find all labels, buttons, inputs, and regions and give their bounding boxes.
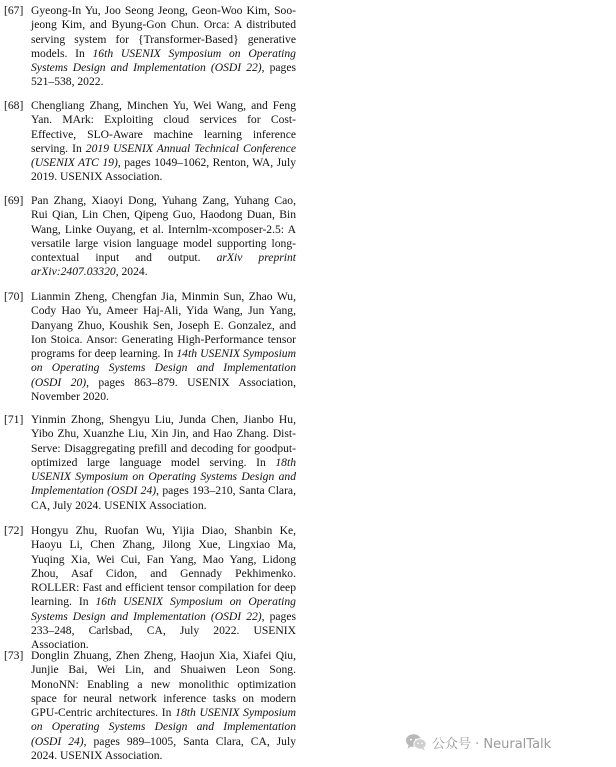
reference-number: [72] [4, 524, 24, 537]
reference-title: Orca: A distributed serving system for {Transformer-Based} generative models. [31, 18, 296, 60]
reference-item [4, 524, 296, 653]
reference-authors: Lianmin Zheng, Chengfan Jia, Minmin Sun, Zhao Wu, Cody Hao Yu, Ameer Haj-Ali, Yida Wang, Jun Yang, Danyang Zhuo, Koushik Sen, Joseph E. Gonzalez, and Ion Stoica. [31, 290, 296, 346]
reference-details: , pages 989–1005, Santa Clara, CA, July 2024. USENIX Association. [31, 734, 296, 763]
reference-number: [73] [4, 649, 24, 662]
reference-number: [71] [4, 413, 24, 426]
reference-number: [67] [4, 4, 24, 17]
reference-item [4, 413, 296, 513]
reference-number: [69] [4, 194, 24, 207]
reference-item [4, 649, 296, 763]
reference-authors: Hongyu Zhu, Ruofan Wu, Yijia Diao, Shanbin Ke, Haoyu Li, Chen Zhang, Jilong Xue, Lingxiao Ma, Yuqing Xia, Wei Cui, Fan Yang, Mao Yang, Lidong Zhou, Asaf Cidon, and Gennady Pekhimenko. [31, 524, 296, 580]
reference-prefix: In [163, 347, 174, 361]
reference-item [4, 4, 296, 90]
reference-text [31, 413, 296, 513]
watermark-text: 公众号 · NeuralTalk [432, 736, 552, 752]
reference-details: , pages 233–248, Carlsbad, CA, July 2022. USENIX Association. [31, 609, 296, 652]
reference-text [31, 194, 296, 280]
watermark [405, 732, 551, 752]
reference-venue: 2019 USENIX Annual Technical Conference (USENIX ATC 19) [31, 141, 297, 170]
reference-title: MArk: Exploiting cloud services for Cost-Effective, SLO-Aware machine learning inference serving. [31, 113, 296, 155]
reference-prefix: In [256, 455, 266, 469]
reference-details: , pages 1049–1062, Renton, WA, July 2019. USENIX Association. [31, 156, 297, 184]
reference-details: , pages 193–210, Santa Clara, CA, July 2024. USENIX Association. [31, 484, 296, 512]
reference-text [31, 4, 296, 90]
wechat-icon [405, 733, 427, 751]
reference-prefix: In [161, 706, 172, 720]
reference-authors: Gyeong-In Yu, Joo Seong Jeong, Geon-Woo Kim, Soo-jeong Kim, and Byung-Gon Chun. [31, 4, 296, 32]
reference-text [31, 99, 296, 185]
reference-details: , pages 863–879. USENIX Association, November 2020. [31, 375, 296, 404]
reference-title: Internlm-xcomposer-2.5: A versatile large vision language model supporting long-contextual input and output. [31, 222, 296, 265]
reference-number: [68] [4, 99, 24, 112]
reference-item [4, 194, 296, 280]
reference-prefix: In [72, 141, 82, 155]
reference-details: , pages 521–538, 2022. [31, 61, 296, 89]
reference-title: Dist-Serve: Disaggregating prefill and decoding for goodput-optimized large language model serving. [31, 427, 296, 469]
reference-number: [70] [4, 290, 24, 303]
reference-authors: Yinmin Zhong, Shengyu Liu, Junda Chen, Jianbo Hu, Yibo Zhu, Xuanzhe Liu, Xin Jin, and Hao Zhang. [31, 413, 296, 441]
reference-title: Ansor: Generating High-Performance tensor programs for deep learning. [31, 332, 296, 361]
reference-venue: 18th USENIX Symposium on Operating Systems Design and Implementation (OSDI 24) [31, 455, 296, 498]
reference-authors: Donglin Zhuang, Zhen Zheng, Haojun Xia, Xiafei Qiu, Junjie Bai, Wei Lin, and Shuaiwen Leon Song. [31, 649, 296, 677]
reference-text [31, 524, 296, 653]
reference-text [31, 290, 296, 404]
reference-title: ROLLER: Fast and efficient tensor compilation for deep learning. [31, 581, 296, 609]
reference-venue: 18th USENIX Symposium on Operating Systems Design and Implementation (OSDI 24) [31, 706, 296, 748]
reference-venue: 14th USENIX Symposium on Operating Systems Design and Implementation (OSDI 20) [31, 347, 296, 389]
reference-authors: Pan Zhang, Xiaoyi Dong, Yuhang Zang, Yuhang Cao, Rui Qian, Lin Chen, Qipeng Guo, Haodong Duan, Bin Wang, Linke Ouyang, et al. [31, 194, 296, 236]
reference-title: MonoNN: Enabling a new monolithic optimization space for neural network inference tasks on modern GPU-Centric architectures. [31, 677, 296, 720]
reference-item [4, 290, 296, 404]
reference-text [31, 649, 296, 763]
reference-venue: 16th USENIX Symposium on Operating Systems Design and Implementation (OSDI 22) [31, 46, 296, 75]
reference-venue: arXiv preprint arXiv:2407.03320 [31, 251, 296, 279]
reference-item [4, 99, 296, 185]
reference-details: , 2024. [115, 265, 148, 279]
reference-authors: Chengliang Zhang, Minchen Yu, Wei Wang, and Feng Yan. [31, 99, 296, 127]
reference-venue: 16th USENIX Symposium on Operating Systems Design and Implementation (OSDI 22) [31, 595, 296, 623]
reference-prefix: In [75, 46, 85, 60]
reference-prefix: In [78, 595, 89, 609]
